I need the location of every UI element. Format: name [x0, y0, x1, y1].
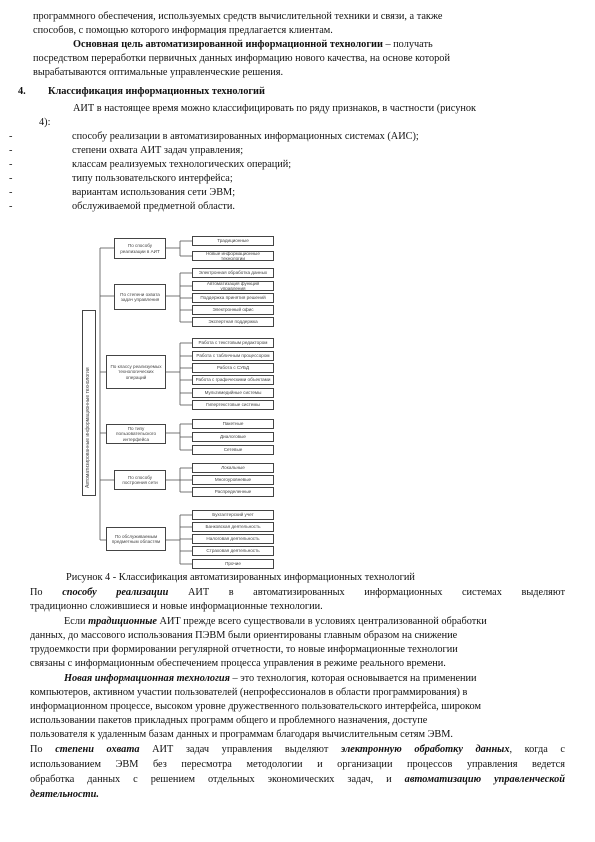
text-line	[30, 773, 565, 786]
text-line: использовании пакетов прикладных программ общего и проблемного назначения, доступе	[30, 715, 428, 726]
text-line	[64, 615, 487, 628]
diagram-item: Новые информационные технологии	[192, 251, 274, 261]
text-line	[64, 672, 477, 685]
diagram-item: Распределенные	[192, 487, 274, 497]
diagram-item: Электронная обработка данных	[192, 268, 274, 278]
emphasis: способу реализации	[62, 587, 169, 598]
diagram-item: Работа с текстовым редактором	[192, 338, 274, 348]
text-run: АИТ прежде всего существовали в условиях централизованной обработки	[156, 616, 487, 627]
text-line: компьютеров, активном участии пользователей (непрофессионалов в области программирования) в	[30, 687, 468, 698]
text-line: программного обеспечения, используемых средств вычислительной техники и связи, а также	[33, 11, 443, 22]
text-line	[30, 586, 565, 599]
text-run: Если	[64, 616, 89, 627]
diagram-item: Сетевые	[192, 445, 274, 455]
bullet-text: типу пользовательского интерфейса;	[72, 173, 233, 184]
diagram-group: По способу построения сети	[114, 470, 166, 490]
diagram-item: Автоматизация функций управления	[192, 281, 274, 291]
emphasis: степени охвата	[55, 744, 140, 755]
diagram-group: По обслуживаемым предметным областям	[106, 527, 166, 551]
diagram-item: Прочие	[192, 559, 274, 569]
text-line: деятельности.	[30, 789, 99, 800]
text-line: данных, до массового использования ПЭВМ были ориентированы главным образом на снижение	[30, 630, 458, 641]
diagram-item: Традиционные	[192, 236, 274, 246]
diagram-group: По классу реализуемых технологических операций	[106, 355, 166, 389]
bullet-text: классам реализуемых технологических операций;	[72, 159, 292, 170]
bullet-marker: -	[9, 131, 13, 142]
emphasis: автоматизацию управленческой	[404, 774, 565, 785]
diagram-group: По типу пользовательского интерфейса	[106, 424, 166, 444]
diagram-item: Диалоговые	[192, 432, 274, 442]
diagram-item: Налоговая деятельность	[192, 534, 274, 544]
text-line: вырабатываются оптимальные управленческие решения.	[33, 67, 284, 78]
bullet-text: способу реализации в автоматизированных информационных системах (АИС);	[72, 131, 419, 142]
bullet-text: вариантам использования сети ЭВМ;	[72, 187, 236, 198]
text-line: 4):	[39, 117, 51, 128]
text-run: По	[30, 587, 63, 598]
text-line: информационном процессе, высоком уровне дружественного пользовательского интерфейса, широком	[30, 701, 481, 712]
diagram-item: Работа с графическими объектами	[192, 375, 274, 385]
diagram-group: По способу реализации в АИТ	[114, 238, 166, 259]
text-line: посредством переработки первичных данных информацию нового качества, на основе которой	[33, 53, 450, 64]
diagram-item: Мультимедийные системы	[192, 388, 274, 398]
diagram-root-label: Автоматизированные информационные технологии	[85, 367, 91, 488]
diagram-item: Многоуровневые	[192, 475, 274, 485]
text-run: , когда с	[509, 744, 565, 755]
section-title: Классификация информационных технологий	[48, 86, 265, 97]
text-run: – это технология, которая основывается на применении	[229, 673, 477, 684]
emphasis: традиционные	[88, 616, 157, 627]
bullet-marker: -	[9, 145, 13, 156]
bullet-marker: -	[9, 201, 13, 212]
bullet-marker: -	[9, 187, 13, 198]
emphasis: электронную обработку данных	[340, 744, 510, 755]
text-run: – получать	[382, 39, 433, 50]
diagram-group: По степени охвата задач управления	[114, 284, 166, 310]
text-run: По	[30, 744, 56, 755]
bullet-marker: -	[9, 159, 13, 170]
text-run: АИТ задач управления выделяют	[139, 744, 341, 755]
bold-phrase: Основная цель автоматизированной информационной технологии	[73, 39, 383, 50]
bullet-marker: -	[9, 173, 13, 184]
diagram-item: Локальные	[192, 463, 274, 473]
text-run: АИТ в автоматизированных информационных системах выделяют	[168, 587, 565, 598]
diagram-item: Пакетные	[192, 419, 274, 429]
bullet-text: обслуживаемой предметной области.	[72, 201, 236, 212]
text-line: использованием ЭВМ без пересмотра методологии и организации процессов управления ведется	[30, 759, 565, 770]
diagram-item: Работа с СУБД	[192, 363, 274, 373]
figure-caption: Рисунок 4 - Классификация автоматизированных информационных технологий	[66, 572, 415, 583]
text-line	[30, 743, 565, 756]
diagram-item: Банковская деятельность	[192, 522, 274, 532]
text-line: трудоемкости при формировании регулярной отчетности, то новые информационные технологии	[30, 644, 458, 655]
text-line: АИТ в настоящее время можно классифицировать по ряду признаков, в частности (рисунок	[73, 103, 477, 114]
diagram-item: Страховая деятельность	[192, 546, 274, 556]
text-line: традиционно сложившиеся и новые информационные технологии.	[30, 601, 323, 612]
diagram-item: Работа с табличным процессором	[192, 351, 274, 361]
diagram-item: Поддержка принятия решений	[192, 293, 274, 303]
diagram-item: Экспертная поддержка	[192, 317, 274, 327]
diagram-item: Бухгалтерский учет	[192, 510, 274, 520]
emphasis: Новая информационная технология	[64, 673, 230, 684]
text-line: пользователя к удаленным базам данных и программам благодаря вычислительным сетям ЭВМ.	[30, 729, 453, 740]
text-line: способов, с помощью которого информация предлагается клиентам.	[33, 25, 333, 36]
diagram-item: Гипертекстовые системы	[192, 400, 274, 410]
section-number: 4.	[18, 86, 26, 97]
diagram-item: Электронный офис	[192, 305, 274, 315]
bullet-text: степени охвата АИТ задач управления;	[72, 145, 244, 156]
text-run: обработка данных с решением отдельных экономических задач, и	[30, 774, 405, 785]
text-line: связаны с информационным обеспечением процесса управления в режиме реального времени.	[30, 658, 446, 669]
